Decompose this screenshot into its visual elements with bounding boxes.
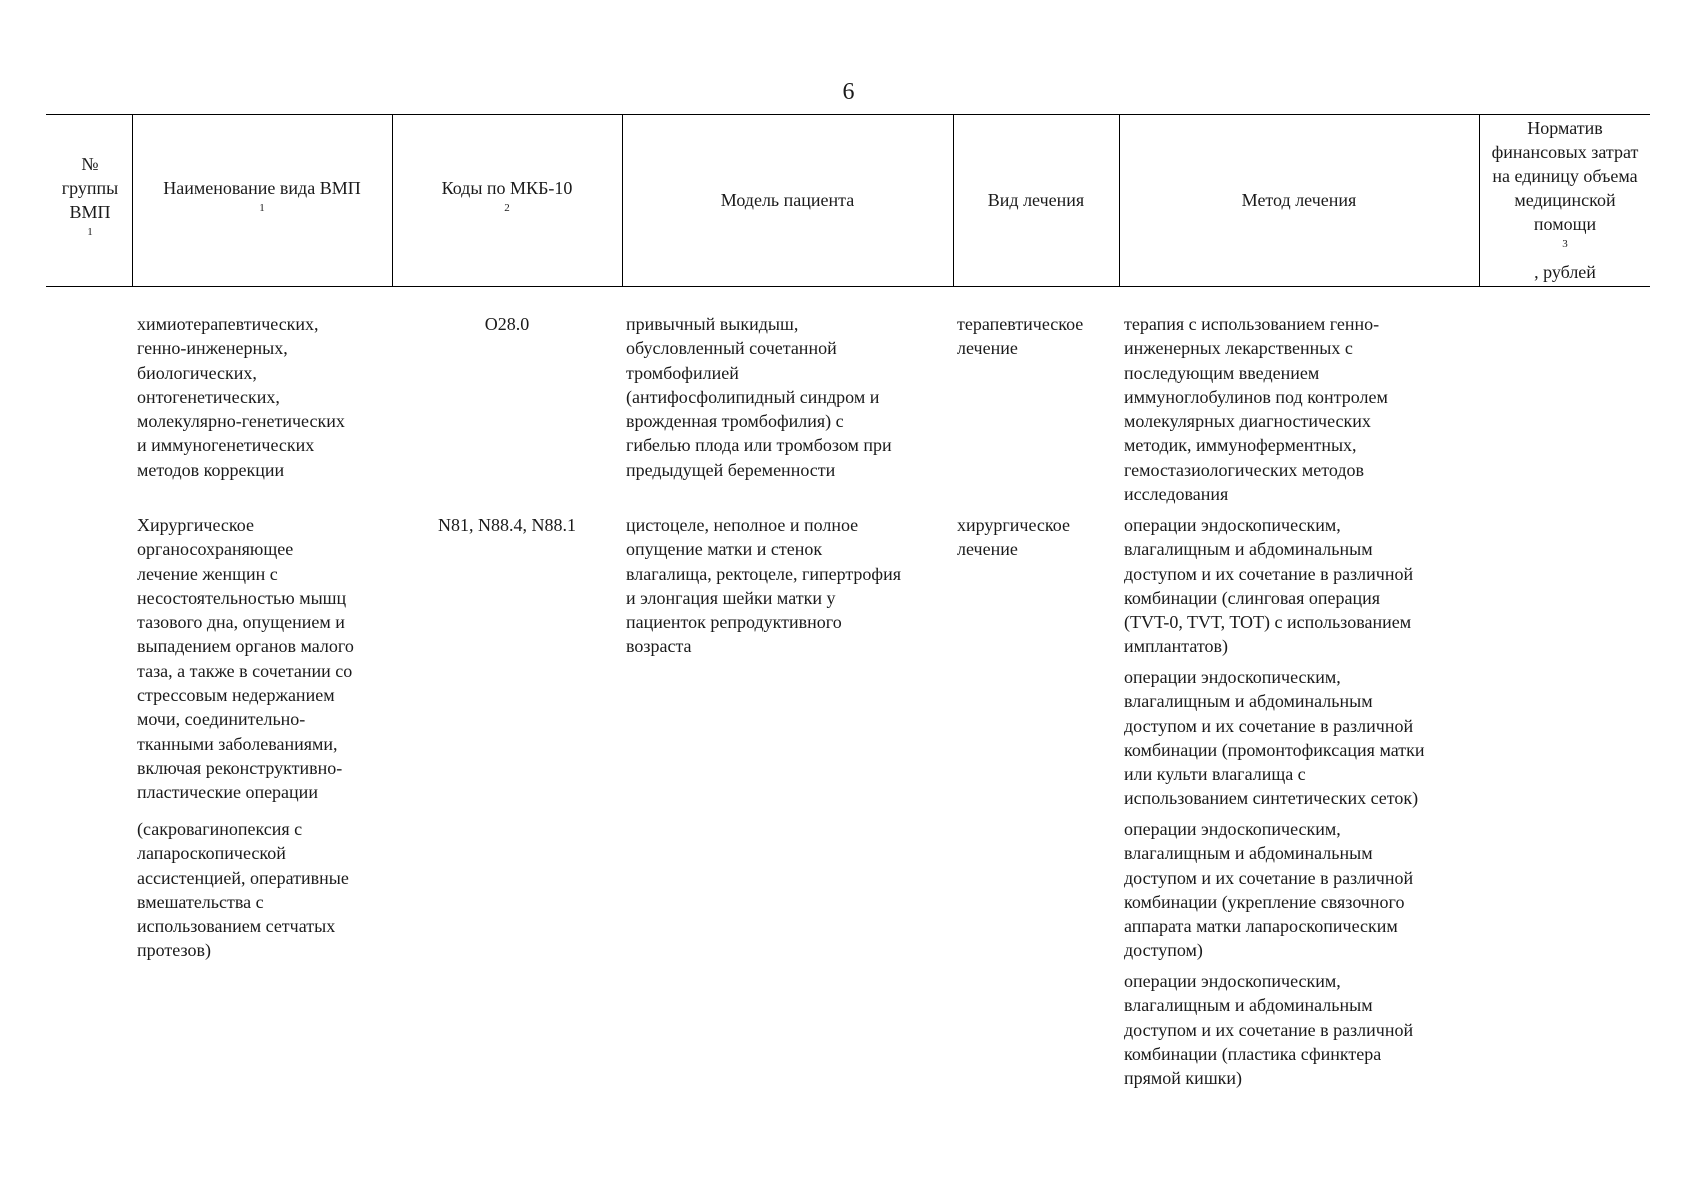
row2-treatment-type: хирургическое лечение	[957, 515, 1070, 560]
page-number: 6	[842, 79, 855, 105]
header-vmp-name	[136, 114, 388, 286]
row1-method-1: терапия с использованием генно- инженерных лекарственных с последующим введением иммуноглобулинов под контролем молекулярных диагностических методик, иммуноферментных, гемостазиологических методов исследования	[1124, 314, 1388, 505]
header-divider	[953, 114, 954, 286]
header-treatment-method-label: Метод лечения	[1241, 190, 1357, 210]
header-cost-norm-label: Норматив финансовых затрат на единицу объема медицинской помощи	[1491, 118, 1639, 234]
header-icd-codes	[396, 114, 618, 286]
header-treatment-type-label: Вид лечения	[987, 190, 1085, 210]
header-treatment-method	[1123, 114, 1475, 286]
header-icd-codes-label: Коды по МКБ-10	[441, 178, 573, 198]
footnote-ref: 1	[259, 202, 265, 214]
header-treatment-type	[957, 114, 1115, 286]
header-cost-norm	[1484, 114, 1646, 286]
header-group-no	[52, 114, 128, 286]
row1-patient-model: привычный выкидыш, обусловленный сочетанной тромбофилией (антифосфолипидный синдром и врожденная тромбофилия) с гибелью плода или тромбозом при предыдущей беременности	[626, 314, 892, 480]
row1-vmp-name: химиотерапевтических, генно-инженерных, биологических, онтогенетических, молекулярно-генетических и иммуногенетических методов коррекции	[137, 314, 345, 480]
row2-method-3: операции эндоскопическим, влагалищным и абдоминальным доступом и их сочетание в различной комбинации (укрепление связочного аппарата матки лапароскопическим доступом)	[1124, 819, 1414, 961]
header-vmp-name-label: Наименование вида ВМП	[163, 178, 361, 198]
header-patient-model	[626, 114, 949, 286]
header-divider	[1479, 114, 1480, 286]
row2-icd-codes: N81, N88.4, N88.1	[438, 515, 576, 535]
header-divider	[392, 114, 393, 286]
row2-method-4: операции эндоскопическим, влагалищным и абдоминальным доступом и их сочетание в различной комбинации (пластика сфинктера прямой кишки)	[1124, 971, 1414, 1089]
table-header-bottom-rule	[46, 286, 1650, 287]
row1-icd-codes: O28.0	[484, 314, 530, 334]
header-patient-model-label: Модель пациента	[720, 190, 855, 210]
header-cost-norm-tail: , рублей	[1534, 262, 1596, 282]
header-divider	[132, 114, 133, 286]
row2-vmp-name-note: (сакровагинопексия с лапароскопической ассистенцией, оперативные вмешательства с использованием сетчатых протезов)	[137, 819, 349, 961]
footnote-ref: 1	[87, 226, 93, 238]
footnote-ref: 3	[1562, 238, 1568, 250]
header-divider	[622, 114, 623, 286]
footnote-ref: 2	[504, 202, 510, 214]
row1-treatment-type: терапевтическое лечение	[957, 314, 1084, 359]
row2-method-2: операции эндоскопическим, влагалищным и абдоминальным доступом и их сочетание в различной комбинации (промонтофиксация матки или культи влагалища с использованием синтетических сеток)	[1124, 667, 1425, 809]
header-divider	[1119, 114, 1120, 286]
header-group-no-label: № группы ВМП	[61, 154, 119, 222]
row2-vmp-name: Хирургическое органосохраняющее лечение женщин с несостоятельностью мышц тазового дна, опущением и выпадением органов малого таза, а также в сочетании со стрессовым недержанием мочи, соединительно- тканными заболеваниями, включая реконструктивно- пластические операции	[137, 515, 354, 803]
row2-method-1: операции эндоскопическим, влагалищным и абдоминальным доступом и их сочетание в различной комбинации (слинговая операция (TVT-0, TVT, TOT) с использованием имплантатов)	[1124, 515, 1414, 657]
row2-patient-model: цистоцеле, неполное и полное опущение матки и стенок влагалища, ректоцеле, гипертрофия и элонгация шейки матки у пациенток репродуктивного возраста	[626, 515, 902, 657]
